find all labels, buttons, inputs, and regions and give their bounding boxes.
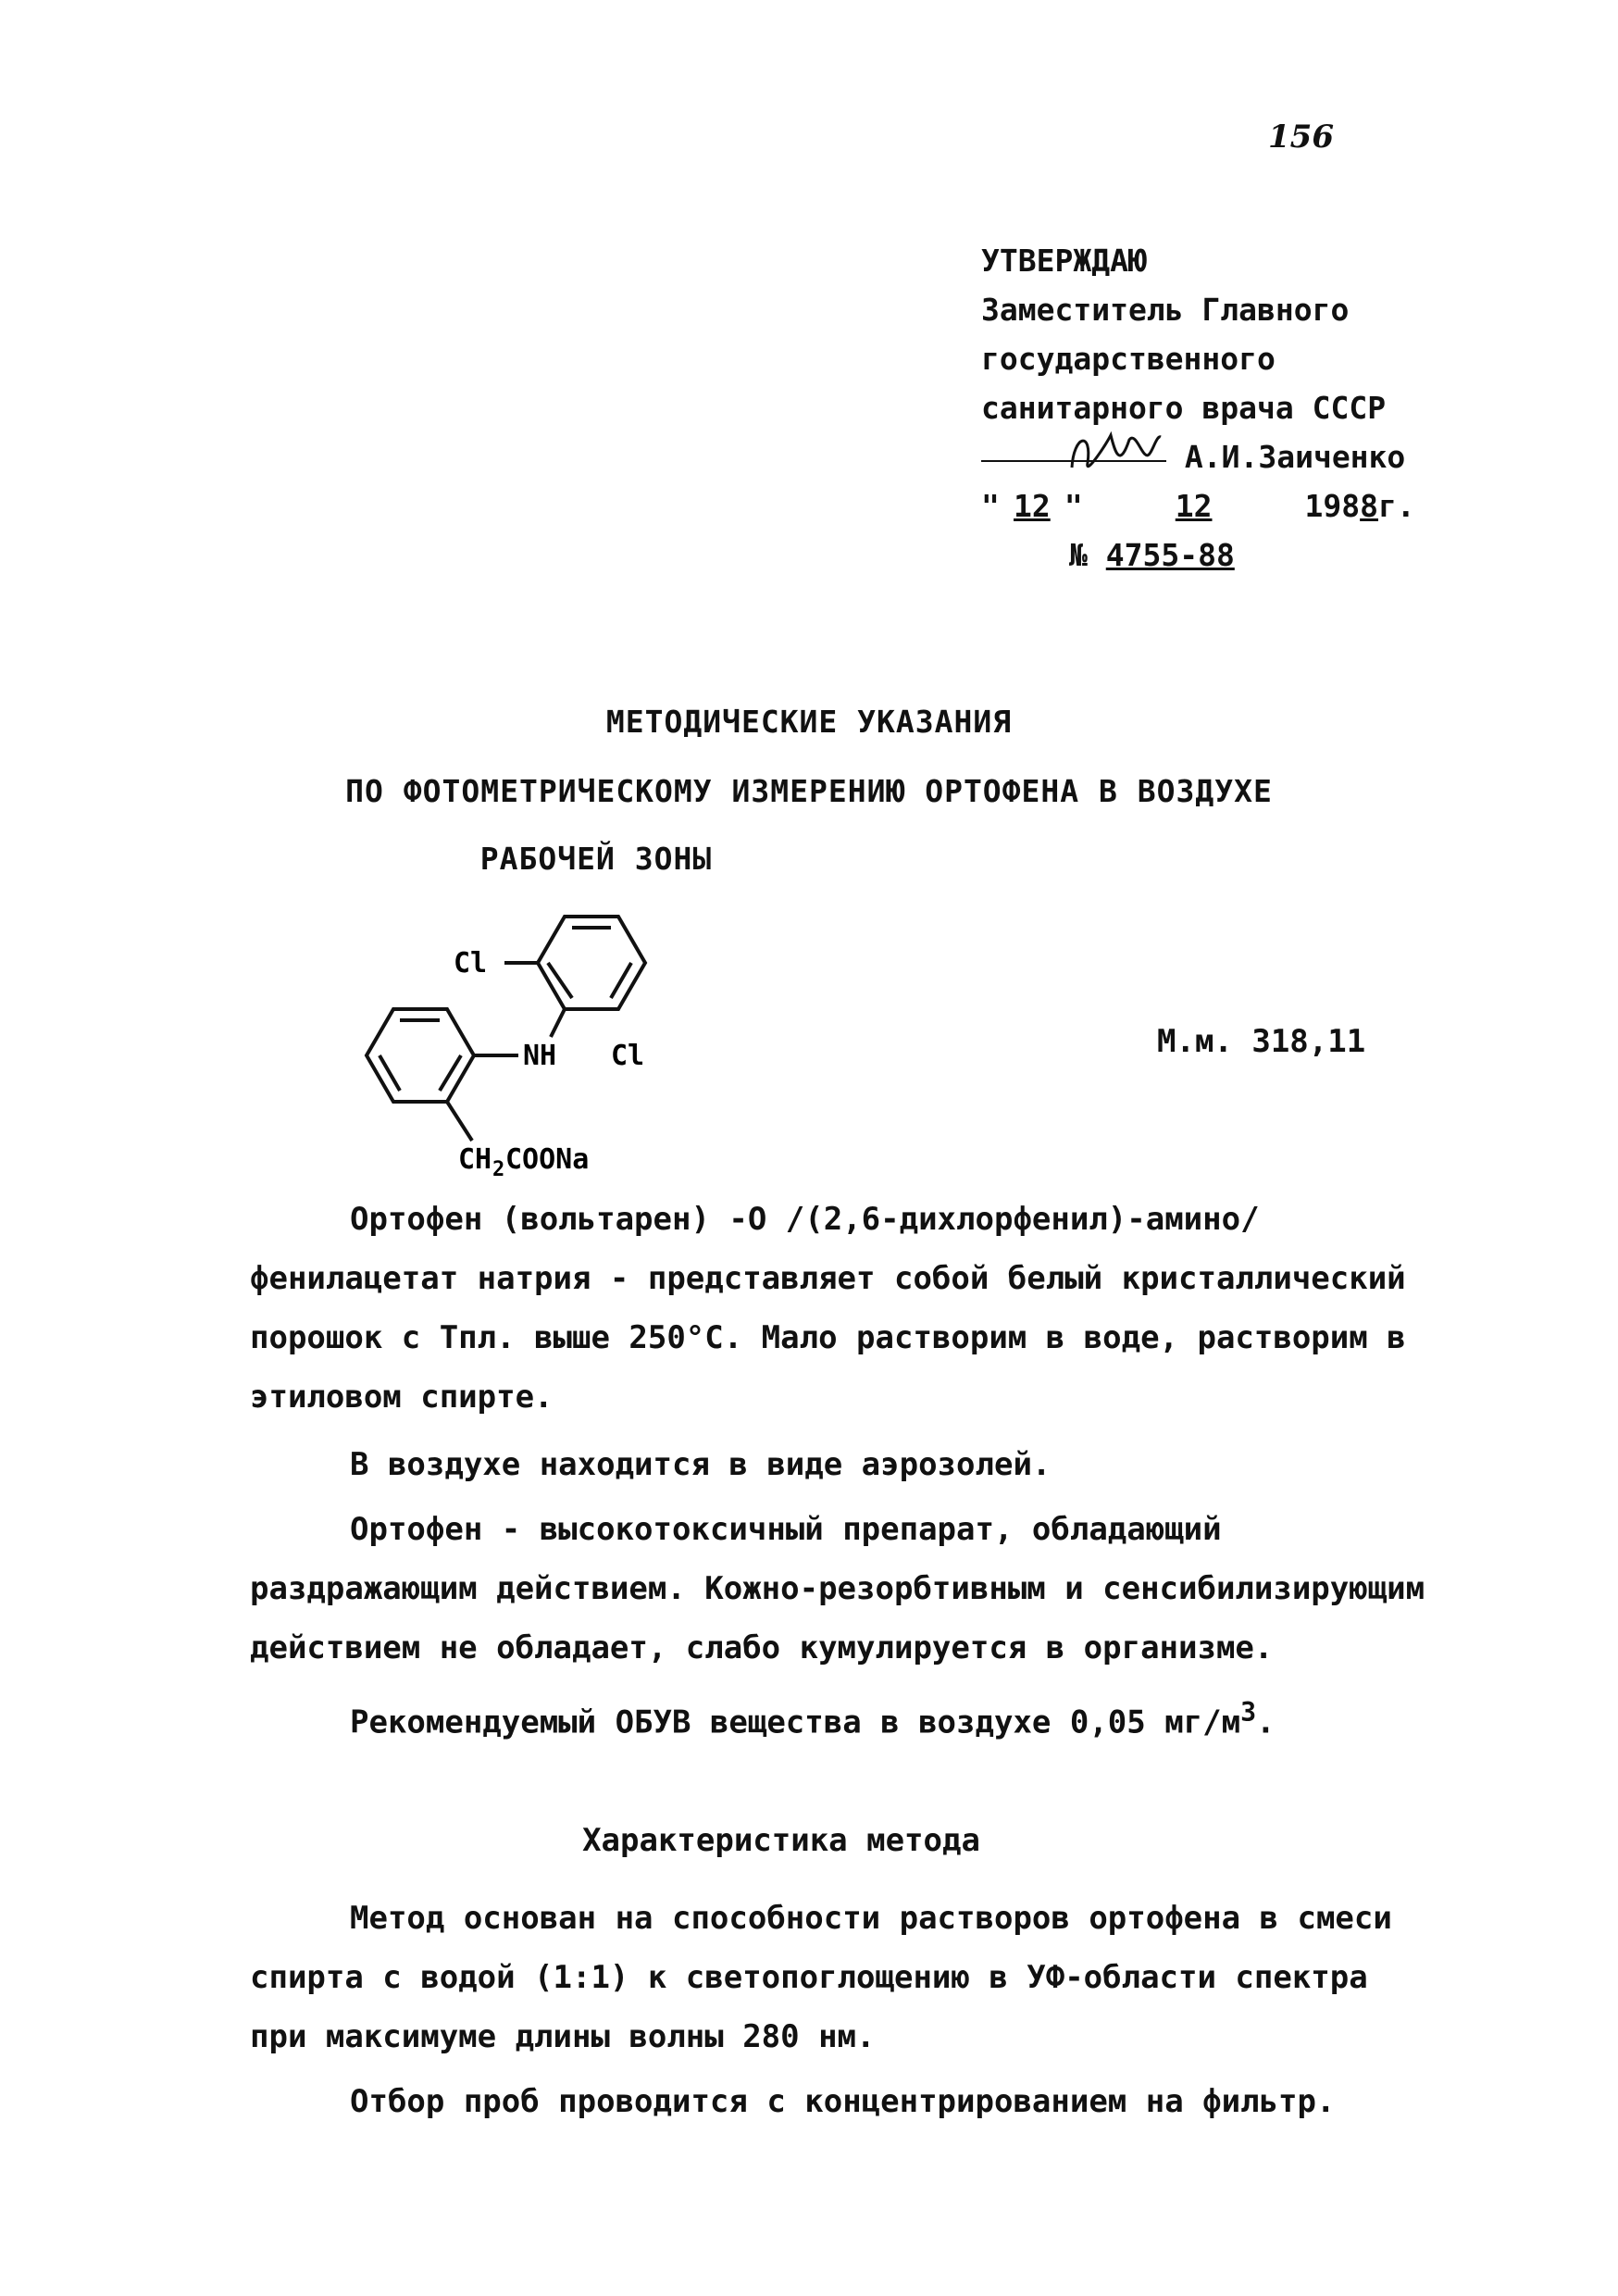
molecular-weight: М.м. 318,11 xyxy=(1157,1023,1366,1060)
struct-nh: NH xyxy=(523,1040,557,1072)
approval-month: 12 xyxy=(1175,488,1213,524)
struct-cl-right: Cl xyxy=(611,1040,645,1072)
title-line-2: ПО ФОТОМЕТРИЧЕСКОМУ ИЗМЕРЕНИЮ ОРТОФЕНА В ВОЗДУХЕ xyxy=(345,773,1273,809)
obuv-text: Рекомендуемый ОБУВ вещества в воздухе 0,05 мг/м xyxy=(350,1703,1241,1741)
paragraph-method: Метод основан на способности растворов ортофена в смеси спирта с водой (1:1) к светопоглощению в УФ-области спектра при максимуме длины волны 280 нм. xyxy=(250,1900,1392,2055)
approval-number-sign: № xyxy=(1069,537,1088,573)
struct-sub2: 2 xyxy=(492,1158,505,1176)
obuv-superscript: 3 xyxy=(1240,1697,1257,1728)
struct-ch2: CH xyxy=(458,1143,492,1176)
page-number: 156 xyxy=(1268,119,1334,156)
signature-mark xyxy=(1064,426,1166,481)
obuv-end: . xyxy=(1256,1703,1276,1741)
approval-year-end: г. xyxy=(1377,488,1415,524)
approval-line-1: Заместитель Главного xyxy=(981,292,1350,328)
section-title: Характеристика метода xyxy=(582,1822,980,1859)
approval-day: 12 xyxy=(1014,488,1051,524)
paragraph-sampling: Отбор проб проводится с концентрированием на фильтр. xyxy=(350,2083,1336,2120)
approval-block xyxy=(981,236,1415,580)
title-line-1: МЕТОДИЧЕСКИЕ УКАЗАНИЯ xyxy=(605,704,1013,740)
approval-year-prefix: 198 xyxy=(1304,488,1361,524)
approval-heading: УТВЕРЖДАЮ xyxy=(981,243,1147,279)
approval-number-value: 4755-88 xyxy=(1105,537,1235,573)
approval-signature-line xyxy=(981,432,1415,481)
paragraph-toxicity: Ортофен - высокотоксичный препарат, обладающий раздражающим действием. Кожно-резорбтивным и сенсибилизирующим действием не обладает, слабо кумулируется в организме. xyxy=(250,1511,1425,1666)
struct-cl-top: Cl xyxy=(454,947,488,980)
approval-year-suffix: 8 xyxy=(1360,488,1378,524)
paragraph-obuv xyxy=(250,1683,1435,1752)
title-line-3: РАБОЧЕЙ ЗОНЫ xyxy=(479,841,713,877)
chemical-structure xyxy=(352,898,741,1176)
approval-line-2: государственного xyxy=(981,341,1276,377)
paragraph-aerosol: В воздухе находится в виде аэрозолей. xyxy=(350,1446,1052,1483)
signer-name: А.И.Заиченко xyxy=(1184,439,1406,475)
struct-coona: COONa xyxy=(505,1143,590,1176)
approval-date: " 12 " 12 1988г. xyxy=(981,481,1415,530)
paragraph-description: Ортофен (вольтарен) -О /(2,6-дихлорфенил)-амино/фенилацетат натрия - представляет собой белый кристаллический порошок с Тпл. выше 250°С. Мало растворим в воде, растворим в этиловом спирте. xyxy=(250,1201,1406,1416)
approval-line-3: санитарного врача СССР xyxy=(981,390,1387,426)
approval-number xyxy=(981,530,1415,580)
